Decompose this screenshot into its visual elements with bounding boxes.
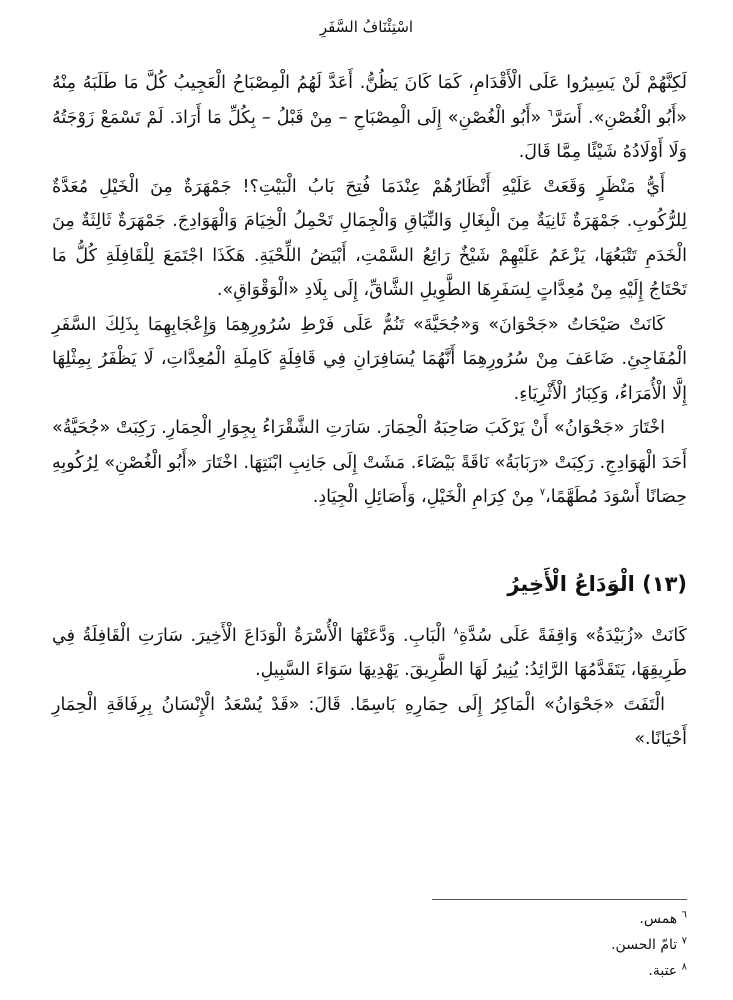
- paragraph-text: «أَبُو الْغُصْنِ» إِلَى الْمِصْبَاحِ – مِنْ قَبْلُ – بِكُلِّ مَا أَرَادَ. لَمْ تَسْمَعْ زَوْجَتُهُ وَلَا أَوْلَادُهُ شَيْئًا مِمَّا قَالَ.: [52, 107, 687, 162]
- footnote-text: تامّ الحسن.: [611, 937, 678, 953]
- footnote-ref[interactable]: ٦: [547, 107, 553, 119]
- paragraph: [52, 411, 687, 515]
- paragraph-text: كَانَتْ صَيْحَاتُ «جَحْوَانَ» وَ«جُحَيَّةَ» تَنُمُّ عَلَى فَرْطِ سُرُورِهِمَا وَإِعْجَابِهِمَا بِذَلِكَ السَّفَرِ الْمُفَاجِئِ. ضَاعَفَ مِنْ سُرُورِهِمَا أَنَّهُمَا يُسَافِرَانِ فِي قَافِلَةٍ كَامِلَةِ الْمُعِدَّاتِ، لَا يَظْفَرُ بِمِثْلِهَا إِلَّا الْأُمَرَاءُ، وَكِبَارُ الْأَثْرِيَاءِ.: [52, 314, 687, 404]
- footnote-text: همس.: [639, 911, 678, 927]
- paragraph: [52, 688, 687, 757]
- paragraph-text: الْبَابِ. وَدَّعَتْهَا الْأُسْرَةُ الْوَدَاعَ الْأَخِيرَ. سَارَتِ الْقَافِلَةُ فِي طَرِيقِهَا، يَتَقَدَّمُهَا الرَّائِدُ: يُنِيرُ لَهَا الطَّرِيقَ. يَهْدِيهَا سَوَاءَ السَّبِيلِ.: [52, 625, 687, 680]
- footnote-ref[interactable]: ٨: [453, 625, 459, 637]
- body-text: [52, 66, 687, 757]
- footnote-text: عتبة.: [648, 963, 678, 979]
- paragraph: [52, 66, 687, 170]
- footnotes: [387, 906, 687, 984]
- footnote: [387, 932, 687, 958]
- footnote: [387, 958, 687, 984]
- paragraph-text: أَيُّ مَنْظَرٍ وَقَعَتْ عَلَيْهِ أَنْظَارُهُمْ عِنْدَمَا فُتِحَ بَابُ الْبَيْتِ؟! جَمْهَرَةٌ مِنَ الْخَيْلِ مُعَدَّةٌ لِلرُّكُوبِ. جَمْهَرَةٌ ثَانِيَةٌ مِنَ الْبِغَالِ وَالنِّيَاقِ وَالْجِمَالِ تَحْمِلُ الْخِيَامَ وَالْهَوَادِجَ. جَمْهَرَةٌ ثَالِثَةٌ مِنَ الْخَدَمِ تَتْبَعُهَا، يَزْعَمُ عَلَيْهِمْ شَيْخٌ رَائِعُ السَّمْتِ، أَبْيَضُ اللِّحْيَةِ. هَكَذَا اجْتَمَعَ لِلْقَافِلَةِ كُلُّ مَا تَحْتَاجُ إِلَيْهِ مِنْ مُعِدَّاتٍ لِسَفَرِهَا الطَّوِيلِ الشَّاقِّ، إِلَى بِلَادِ «الْوَقْوَاقِ».: [52, 176, 687, 300]
- paragraph-text: لَكِنَّهُمْ لَنْ يَسِيرُوا عَلَى الْأَقْدَامِ، كَمَا كَانَ يَظُنُّ. أَعَدَّ لَهُمُ الْمِصْبَاحُ الْعَجِيبُ كُلَّ مَا طَلَبَهُ مِنْهُ «أَبُو الْغُصْنِ». أَسَرَّ: [52, 73, 687, 128]
- running-head: اسْتِئْنَافُ السَّفَرِ: [319, 18, 414, 36]
- paragraph: [52, 619, 687, 688]
- chapter-title: (١٣) الْوَدَاعُ الْأَخِيرُ: [507, 571, 687, 596]
- paragraph-text: الْتَفَتَ «جَحْوَانُ» الْمَاكِرُ إِلَى حِمَارِهِ بَاسِمًا. قَالَ: «قَدْ يُسْعَدُ الْإِنْسَانُ بِرِفَاقَةِ الْحِمَارِ أَحْيَانًا.»: [52, 694, 687, 749]
- footnote: [387, 906, 687, 932]
- footnote-number: ٧: [681, 935, 687, 947]
- paragraph: [52, 170, 687, 308]
- footnote-ref[interactable]: ٧: [539, 487, 546, 499]
- paragraph-text: كَانَتْ «زُبَيْدَةُ» وَاقِفَةً عَلَى سُدَّةِ: [458, 625, 688, 646]
- footnote-number: ٨: [681, 961, 687, 973]
- paragraph: [52, 308, 687, 412]
- footnote-divider: [432, 899, 687, 900]
- paragraph-text: مِنْ كِرَامِ الْخَيْلِ، وَأَصَائِلِ الْجِيَادِ.: [312, 487, 540, 507]
- paragraph-text: اخْتَارَ «جَحْوَانُ» أَنْ يَرْكَبَ صَاحِبَهُ الْحِمَارَ. سَارَتِ الشَّقْرَاءُ بِجِوَارِ الْحِمَارِ. رَكِبَتْ «جُحَيَّةُ» أَحَدَ الْهَوَادِجِ. رَكِبَتْ «رَبَابَةُ» نَاقَةً بَيْضَاءَ. مَشَتْ إِلَى جَانِبِ ابْنَتِهَا. اخْتَارَ «أَبُو الْغُصْنِ» لِرُكُوبِهِ حِصَانًا أَسْوَدَ مُطَهَّمًا،: [52, 418, 687, 507]
- footnote-number: ٦: [681, 909, 687, 921]
